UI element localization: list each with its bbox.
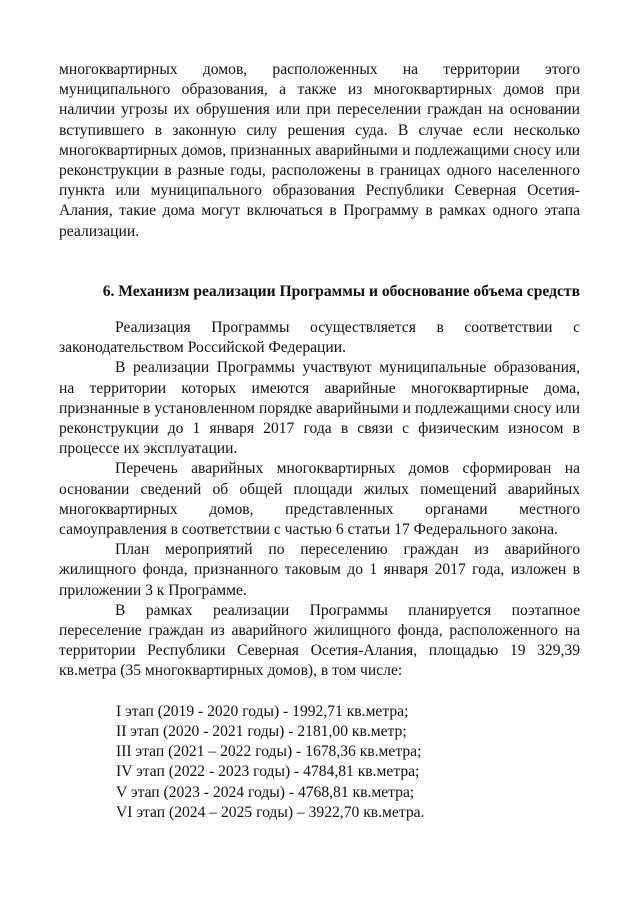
- stage-item: V этап (2023 - 2024 годы) - 4768,81 кв.метра;: [116, 783, 415, 801]
- paragraph-participants: В реализации Программы участвуют муниципальные образования, на территории которых имеются аварийные многоквартирные дома, признанные в установленном порядке аварийными и подлежащими сносу или реконструкции до 1 января 2017 года в связи с физическим износом в процессе их эксплуатации.: [59, 359, 580, 458]
- paragraph-list-formation: Перечень аварийных многоквартирных домов сформирован на основании сведений об общей площади жилых помещений аварийных многоквартирных домов, представленных органами местного самоуправления в соответствии с частью 6 статьи 17 Федерального закона.: [59, 460, 580, 539]
- stage-item: II этап (2020 - 2021 годы) - 2181,00 кв.метр;: [116, 722, 407, 740]
- paragraph-plan: План мероприятий по переселению граждан из аварийного жилищного фонда, признанного таковым до 1 января 2017 года, изложен в приложении 3 к Программе.: [59, 541, 580, 599]
- section-heading: 6. Механизм реализации Программы и обоснование объема средств: [102, 282, 580, 300]
- spacer: [59, 682, 580, 702]
- paragraph-stages-intro: В рамках реализации Программы планируется поэтапное переселение граждан из аварийного жилищного фонда, расположенного на территории Республики Северная Осетия-Алания, площадью 19 329,39 кв.метра (35 многоквартирных домов), в том числе:: [59, 601, 580, 680]
- intro-paragraph: многоквартирных домов, расположенных на территории этого муниципального образования, а также из многоквартирных домов при наличии угрозы их обрушения или при переселении граждан на основании вступившего в законную силу решения суда. В случае если несколько многоквартирных домов, признанных аварийными и подлежащими сносу или реконструкции в разные годы, расположены в границах одного населенного пункта или муниципального образования Республики Северная Осетия-Алания, такие дома могут включаться в Программу в рамках одного этапа реализации.: [59, 61, 580, 240]
- document-page: [59, 60, 580, 823]
- stage-item: VI этап (2024 – 2025 годы) – 3922,70 кв.метра.: [116, 803, 425, 821]
- stage-item: I этап (2019 - 2020 годы) - 1992,71 кв.метра;: [116, 702, 409, 720]
- stage-item: III этап (2021 – 2022 годы) - 1678,36 кв.метра;: [116, 743, 422, 761]
- paragraph-implementation: Реализация Программы осуществляется в соответствии с законодательством Российской Федерации.: [59, 319, 580, 357]
- stages-list: [59, 702, 580, 823]
- stage-item: IV этап (2022 - 2023 годы) - 4784,81 кв.метра;: [116, 763, 420, 781]
